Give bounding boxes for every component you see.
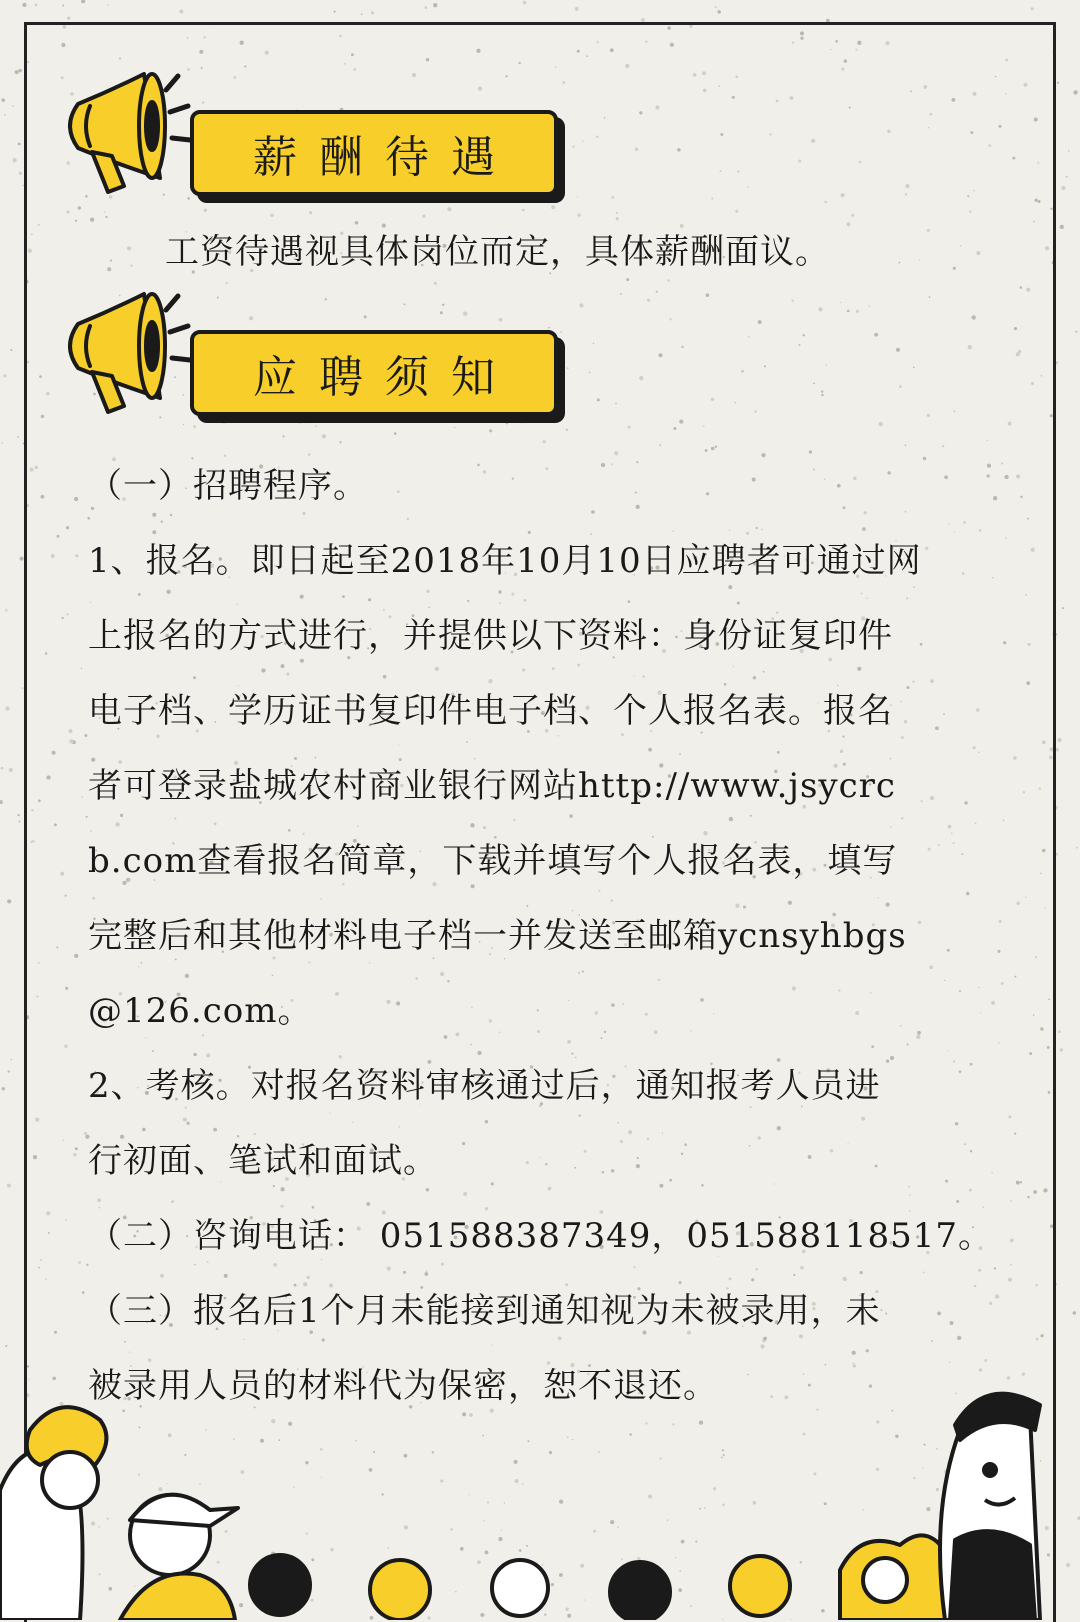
- paper-speck: [1060, 225, 1064, 229]
- paper-speck: [7, 1184, 11, 1188]
- paper-speck: [1061, 186, 1065, 190]
- paper-speck: [361, 13, 363, 15]
- paper-speck: [0, 800, 3, 804]
- notice-line: 电子档、学历证书复印件电子档、个人报名表。报名: [88, 691, 893, 731]
- paper-speck: [35, 4, 38, 7]
- paper-speck: [1, 442, 3, 444]
- paper-speck: [1066, 176, 1068, 178]
- paper-speck: [1, 767, 4, 770]
- salary-text: 工资待遇视具体岗位而定，具体薪酬面议。: [165, 232, 830, 272]
- paper-speck: [433, 3, 437, 7]
- paper-speck: [12, 158, 16, 162]
- paper-speck: [107, 4, 109, 6]
- paper-speck: [715, 6, 717, 8]
- paper-speck: [1073, 1311, 1076, 1314]
- paper-speck: [18, 142, 21, 145]
- section-header-notice: [52, 286, 572, 426]
- paper-speck: [1068, 150, 1069, 151]
- paper-speck: [19, 821, 21, 823]
- notice-line: @126.com。: [88, 991, 313, 1031]
- paper-speck: [17, 436, 19, 438]
- paper-speck: [1075, 331, 1077, 333]
- paper-speck: [4, 114, 5, 115]
- section-title: 应聘须知: [253, 352, 517, 403]
- paper-speck: [1057, 738, 1061, 742]
- paper-speck: [5, 1345, 7, 1347]
- notice-line: 完整后和其他材料电子档一并发送至邮箱ycnsyhbgs: [88, 916, 907, 956]
- paper-speck: [1, 98, 5, 102]
- paper-speck: [2, 1087, 5, 1090]
- paper-speck: [1057, 82, 1059, 84]
- paper-speck: [1062, 607, 1064, 609]
- megaphone-icon: [52, 66, 192, 206]
- notice-line: b.com查看报名简章，下载并填写个人报名表，填写: [88, 841, 898, 881]
- notice-line: 上报名的方式进行，并提供以下资料：身份证复印件: [88, 616, 893, 656]
- section-header-salary: [52, 66, 572, 206]
- section-title-box: [190, 330, 558, 416]
- paper-speck: [17, 814, 19, 816]
- paper-speck: [5, 706, 9, 710]
- paper-speck: [22, 3, 26, 7]
- paper-speck: [10, 1059, 11, 1060]
- paper-speck: [1031, 7, 1034, 10]
- megaphone-icon: [52, 286, 192, 426]
- paper-speck: [15, 70, 19, 74]
- paper-speck: [7, 899, 11, 903]
- notice-line: 行初面、笔试和面试。: [88, 1141, 438, 1181]
- notice-line: （一）招聘程序。: [88, 466, 368, 506]
- paper-speck: [67, 16, 70, 19]
- paper-speck: [12, 105, 13, 106]
- paper-speck: [371, 11, 374, 14]
- paper-speck: [62, 4, 64, 6]
- notice-line-phone: （二）咨询电话： 051588387349，051588118517。: [88, 1216, 993, 1256]
- notice-line: （三）报名后1个月未能接到通知视为未被录用，未: [88, 1291, 881, 1331]
- notice-line: 1、报名。即日起至2018年10月10日应聘者可通过网: [88, 541, 922, 581]
- notice-line: 2、考核。对报名资料审核通过后，通知报考人员进: [88, 1066, 881, 1106]
- paper-speck: [523, 1, 527, 5]
- section-title: 薪酬待遇: [253, 132, 517, 183]
- paper-speck: [717, 10, 720, 13]
- paper-speck: [10, 349, 12, 351]
- paper-speck: [7, 1070, 9, 1072]
- paper-speck: [19, 172, 22, 175]
- notice-line: 被录用人员的材料代为保密，恕不退还。: [88, 1366, 718, 1406]
- paper-speck: [334, 11, 336, 13]
- paper-speck: [1073, 90, 1077, 94]
- notice-line: 者可登录盐城农村商业银行网站http://www.jsycrc: [88, 766, 896, 806]
- paper-speck: [424, 6, 427, 9]
- section-title-box: [190, 110, 558, 196]
- paper-speck: [1060, 1048, 1063, 1051]
- paper-speck: [9, 768, 13, 772]
- paper-speck: [20, 557, 24, 561]
- paper-speck: [1058, 1030, 1061, 1033]
- paper-speck: [575, 7, 579, 11]
- paper-speck: [3, 374, 6, 377]
- paper-speck: [179, 10, 183, 14]
- paper-speck: [18, 69, 22, 73]
- paper-speck: [81, 0, 85, 3]
- cartoon-crowd-illustration: [0, 1370, 1080, 1620]
- paper-speck: [1076, 847, 1078, 849]
- paper-speck: [5, 609, 7, 611]
